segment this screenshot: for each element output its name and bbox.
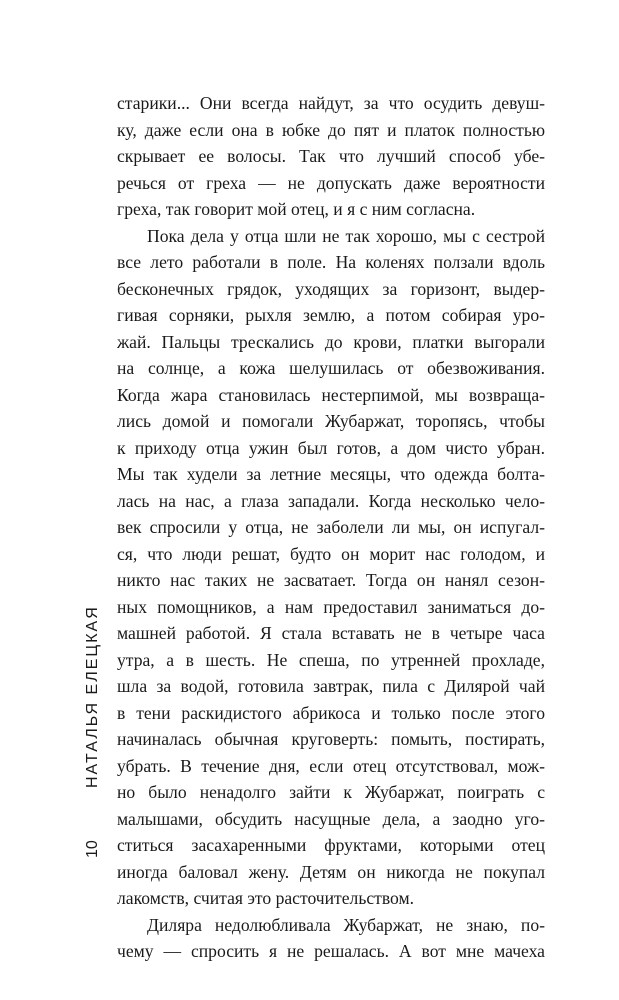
text-line: речься от греха — не допускать даже вероятности xyxy=(117,172,545,193)
text-line: старики... Они всегда найдут, за что осудить девуш- xyxy=(117,93,545,113)
text-line: утра, а в шесть. Не спеша, по утренней прохладе, xyxy=(117,649,545,670)
text-line: в тени раскидистого абрикоса и только после этого xyxy=(117,702,545,723)
text-line: машней работой. Я стала вставать не в четыре часа xyxy=(117,623,545,643)
text-line: но было ненадолго зайти к Жубаржат, поиграть с xyxy=(117,782,545,802)
text-line: век спросили у отца, не заболели ли мы, он испугал- xyxy=(117,517,545,537)
text-line: к приходу отца ужин был готов, а дом чисто убран. xyxy=(117,437,545,458)
text-line: бесконечных грядок, уходящих за горизонт, выдер- xyxy=(117,278,545,299)
text-line: ститься засахаренными фруктами, которыми отец xyxy=(117,835,545,855)
text-line: лась на нас, а глаза западали. Когда несколько чело- xyxy=(117,490,545,511)
text-line: лись домой и помогали Жубаржат, торопясь, чтобы xyxy=(117,411,545,431)
text-line: на солнце, а кожа шелушилась от обезвоживания. xyxy=(117,358,545,378)
text-line: шла за водой, готовила завтрак, пила с Дилярой чай xyxy=(117,676,545,696)
text-line: Когда жара становилась нестерпимой, мы возвраща- xyxy=(117,384,545,405)
text-line: лакомств, считая это расточительством. xyxy=(117,888,415,908)
text-line: Пока дела у отца шли не так хорошо, мы с сестрой xyxy=(147,225,545,246)
text-line: скрывает ее волосы. Так что лучший способ убе- xyxy=(117,146,545,166)
text-line: малышами, обсудить насущные дела, а заодно уго- xyxy=(117,808,545,829)
text-line: убрать. В течение дня, если отец отсутствовал, мож- xyxy=(117,755,545,776)
text-line: никто нас таких не засватает. Тогда он нанял сезон- xyxy=(117,570,545,590)
text-line: Мы так худели за летние месяцы, что одежда болта- xyxy=(117,464,545,484)
text-line: ся, что люди решат, будто он морит нас голодом, и xyxy=(117,543,545,564)
running-head-author: НАТАЛЬЯ ЕЛЕЦКАЯ xyxy=(84,605,101,788)
text-line: все лето работали в поле. На коленях ползали вдоль xyxy=(117,252,545,272)
text-line: гивая сорняки, рыхля землю, а потом собирая уро- xyxy=(117,305,545,325)
text-line: Диляра недолюбливала Жубаржат, не знаю, по- xyxy=(147,914,545,935)
text-line: греха, так говорит мой отец, и я с ним согласна. xyxy=(117,199,476,219)
body-text xyxy=(117,90,545,965)
text-line: иногда баловал жену. Детям он никогда не покупал xyxy=(117,861,545,882)
text-line: чему — спросить я не решалась. А вот мне мачеха xyxy=(117,941,545,961)
text-line: жай. Пальцы трескались до крови, платки выгорали xyxy=(117,331,545,352)
text-line: ных помощников, а нам предоставил заниматься до- xyxy=(117,596,545,617)
text-line: начиналась обычная круговерть: помыть, постирать, xyxy=(117,729,545,749)
page-number: 10 xyxy=(84,840,101,858)
text-line: ку, даже если она в юбке до пят и платок полностью xyxy=(117,119,545,140)
